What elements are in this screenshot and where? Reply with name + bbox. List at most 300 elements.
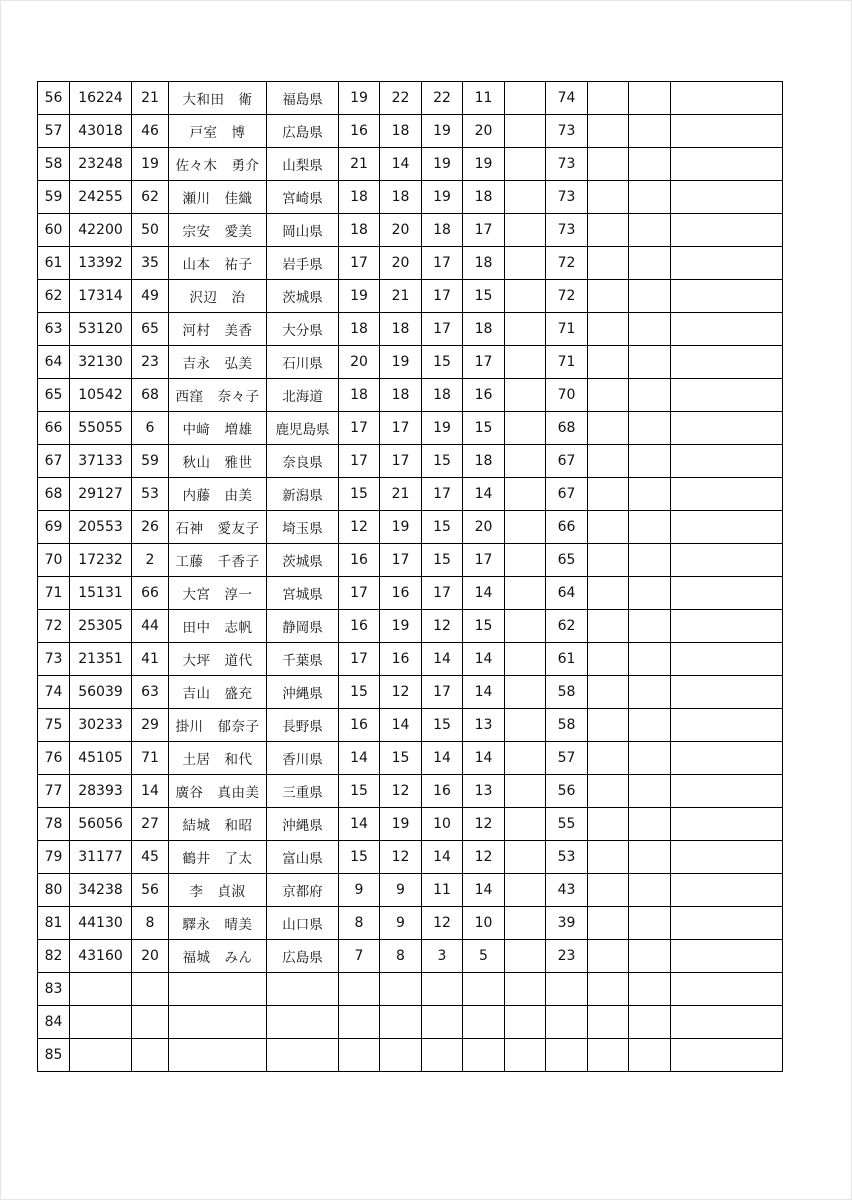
score-1-cell: 14 bbox=[339, 808, 380, 841]
score-5-cell bbox=[505, 808, 546, 841]
rank-cell: 71 bbox=[38, 577, 70, 610]
blank-cell bbox=[588, 214, 629, 247]
rank-cell: 75 bbox=[38, 709, 70, 742]
blank-cell bbox=[588, 643, 629, 676]
score-3-cell: 17 bbox=[422, 247, 463, 280]
prefecture-cell: 埼玉県 bbox=[267, 511, 339, 544]
score-4-cell: 20 bbox=[463, 511, 505, 544]
rank-cell: 61 bbox=[38, 247, 70, 280]
results-table bbox=[37, 81, 783, 1072]
score-4-cell: 14 bbox=[463, 643, 505, 676]
score-1-cell: 9 bbox=[339, 874, 380, 907]
prefecture-cell bbox=[267, 1039, 339, 1072]
blank-cell bbox=[671, 379, 783, 412]
score-1-cell: 20 bbox=[339, 346, 380, 379]
total-cell: 64 bbox=[546, 577, 588, 610]
score-2-cell: 19 bbox=[380, 346, 422, 379]
name-cell bbox=[169, 973, 267, 1006]
blank-cell bbox=[588, 808, 629, 841]
entry-id-cell: 45105 bbox=[70, 742, 132, 775]
blank-cell bbox=[671, 280, 783, 313]
score-2-cell: 20 bbox=[380, 214, 422, 247]
blank-cell bbox=[671, 577, 783, 610]
score-5-cell bbox=[505, 577, 546, 610]
blank-cell bbox=[629, 412, 671, 445]
score-2-cell: 14 bbox=[380, 148, 422, 181]
number-cell: 27 bbox=[132, 808, 169, 841]
entry-id-cell: 15131 bbox=[70, 577, 132, 610]
blank-cell bbox=[671, 808, 783, 841]
blank-cell bbox=[588, 742, 629, 775]
blank-cell bbox=[671, 214, 783, 247]
rank-cell: 62 bbox=[38, 280, 70, 313]
number-cell: 26 bbox=[132, 511, 169, 544]
prefecture-cell: 茨城県 bbox=[267, 544, 339, 577]
table-row bbox=[38, 808, 783, 841]
name-cell: 田中 志帆 bbox=[169, 610, 267, 643]
blank-cell bbox=[588, 709, 629, 742]
score-3-cell bbox=[422, 1039, 463, 1072]
blank-cell bbox=[629, 115, 671, 148]
number-cell: 8 bbox=[132, 907, 169, 940]
blank-cell bbox=[588, 478, 629, 511]
number-cell: 68 bbox=[132, 379, 169, 412]
score-3-cell bbox=[422, 1006, 463, 1039]
blank-cell bbox=[588, 82, 629, 115]
rank-cell: 76 bbox=[38, 742, 70, 775]
number-cell: 35 bbox=[132, 247, 169, 280]
score-4-cell: 15 bbox=[463, 412, 505, 445]
name-cell: 内藤 由美 bbox=[169, 478, 267, 511]
score-4-cell: 13 bbox=[463, 709, 505, 742]
name-cell: 中﨑 増雄 bbox=[169, 412, 267, 445]
blank-cell bbox=[629, 775, 671, 808]
score-3-cell: 17 bbox=[422, 676, 463, 709]
score-2-cell: 15 bbox=[380, 742, 422, 775]
number-cell: 49 bbox=[132, 280, 169, 313]
score-5-cell bbox=[505, 709, 546, 742]
rank-cell: 63 bbox=[38, 313, 70, 346]
table-row bbox=[38, 907, 783, 940]
score-1-cell: 15 bbox=[339, 775, 380, 808]
total-cell: 43 bbox=[546, 874, 588, 907]
score-5-cell bbox=[505, 280, 546, 313]
score-3-cell: 11 bbox=[422, 874, 463, 907]
blank-cell bbox=[588, 610, 629, 643]
table-row bbox=[38, 1039, 783, 1072]
score-3-cell: 15 bbox=[422, 544, 463, 577]
score-4-cell: 12 bbox=[463, 808, 505, 841]
blank-cell bbox=[671, 544, 783, 577]
blank-cell bbox=[588, 1039, 629, 1072]
score-1-cell: 17 bbox=[339, 445, 380, 478]
name-cell: 石神 愛友子 bbox=[169, 511, 267, 544]
name-cell: 河村 美香 bbox=[169, 313, 267, 346]
score-1-cell: 18 bbox=[339, 214, 380, 247]
entry-id-cell bbox=[70, 1039, 132, 1072]
blank-cell bbox=[588, 379, 629, 412]
score-3-cell: 12 bbox=[422, 907, 463, 940]
score-5-cell bbox=[505, 544, 546, 577]
number-cell: 14 bbox=[132, 775, 169, 808]
entry-id-cell: 29127 bbox=[70, 478, 132, 511]
rank-cell: 65 bbox=[38, 379, 70, 412]
score-1-cell: 15 bbox=[339, 841, 380, 874]
score-2-cell: 12 bbox=[380, 676, 422, 709]
total-cell: 62 bbox=[546, 610, 588, 643]
score-1-cell: 17 bbox=[339, 577, 380, 610]
prefecture-cell: 千葉県 bbox=[267, 643, 339, 676]
entry-id-cell: 24255 bbox=[70, 181, 132, 214]
total-cell: 67 bbox=[546, 478, 588, 511]
score-4-cell: 18 bbox=[463, 313, 505, 346]
blank-cell bbox=[671, 907, 783, 940]
name-cell: 西窪 奈々子 bbox=[169, 379, 267, 412]
blank-cell bbox=[671, 643, 783, 676]
score-3-cell bbox=[422, 973, 463, 1006]
entry-id-cell bbox=[70, 1006, 132, 1039]
number-cell: 2 bbox=[132, 544, 169, 577]
table-row bbox=[38, 709, 783, 742]
score-1-cell: 19 bbox=[339, 82, 380, 115]
total-cell: 39 bbox=[546, 907, 588, 940]
blank-cell bbox=[671, 181, 783, 214]
prefecture-cell: 宮城県 bbox=[267, 577, 339, 610]
blank-cell bbox=[629, 940, 671, 973]
score-2-cell: 17 bbox=[380, 445, 422, 478]
table-row bbox=[38, 676, 783, 709]
score-3-cell: 17 bbox=[422, 313, 463, 346]
score-4-cell: 11 bbox=[463, 82, 505, 115]
blank-cell bbox=[671, 346, 783, 379]
blank-cell bbox=[588, 412, 629, 445]
score-2-cell: 18 bbox=[380, 313, 422, 346]
total-cell: 66 bbox=[546, 511, 588, 544]
score-5-cell bbox=[505, 247, 546, 280]
blank-cell bbox=[588, 1006, 629, 1039]
table-row bbox=[38, 379, 783, 412]
entry-id-cell: 31177 bbox=[70, 841, 132, 874]
score-5-cell bbox=[505, 412, 546, 445]
blank-cell bbox=[671, 115, 783, 148]
blank-cell bbox=[671, 940, 783, 973]
blank-cell bbox=[671, 313, 783, 346]
entry-id-cell: 21351 bbox=[70, 643, 132, 676]
table-row bbox=[38, 841, 783, 874]
total-cell: 70 bbox=[546, 379, 588, 412]
blank-cell bbox=[671, 874, 783, 907]
name-cell: 掛川 郁奈子 bbox=[169, 709, 267, 742]
prefecture-cell: 茨城県 bbox=[267, 280, 339, 313]
score-1-cell: 17 bbox=[339, 643, 380, 676]
entry-id-cell: 43160 bbox=[70, 940, 132, 973]
number-cell: 23 bbox=[132, 346, 169, 379]
blank-cell bbox=[588, 511, 629, 544]
number-cell: 20 bbox=[132, 940, 169, 973]
rank-cell: 81 bbox=[38, 907, 70, 940]
total-cell: 57 bbox=[546, 742, 588, 775]
score-3-cell: 19 bbox=[422, 181, 463, 214]
rank-cell: 85 bbox=[38, 1039, 70, 1072]
score-5-cell bbox=[505, 940, 546, 973]
score-2-cell: 16 bbox=[380, 643, 422, 676]
entry-id-cell: 42200 bbox=[70, 214, 132, 247]
prefecture-cell: 新潟県 bbox=[267, 478, 339, 511]
table-body bbox=[38, 82, 783, 1072]
number-cell: 59 bbox=[132, 445, 169, 478]
prefecture-cell: 山梨県 bbox=[267, 148, 339, 181]
table-row bbox=[38, 742, 783, 775]
table-row bbox=[38, 1006, 783, 1039]
blank-cell bbox=[588, 280, 629, 313]
blank-cell bbox=[671, 709, 783, 742]
score-1-cell: 19 bbox=[339, 280, 380, 313]
score-3-cell: 19 bbox=[422, 115, 463, 148]
score-2-cell bbox=[380, 1006, 422, 1039]
total-cell: 68 bbox=[546, 412, 588, 445]
name-cell: 佐々木 勇介 bbox=[169, 148, 267, 181]
number-cell: 50 bbox=[132, 214, 169, 247]
table-row bbox=[38, 478, 783, 511]
score-2-cell: 20 bbox=[380, 247, 422, 280]
score-1-cell: 17 bbox=[339, 412, 380, 445]
score-1-cell: 8 bbox=[339, 907, 380, 940]
blank-cell bbox=[629, 247, 671, 280]
name-cell: 宗安 愛美 bbox=[169, 214, 267, 247]
total-cell: 53 bbox=[546, 841, 588, 874]
score-5-cell bbox=[505, 445, 546, 478]
blank-cell bbox=[588, 874, 629, 907]
number-cell: 62 bbox=[132, 181, 169, 214]
blank-cell bbox=[629, 577, 671, 610]
blank-cell bbox=[629, 148, 671, 181]
total-cell bbox=[546, 973, 588, 1006]
name-cell: 鶴井 了太 bbox=[169, 841, 267, 874]
score-5-cell bbox=[505, 115, 546, 148]
number-cell: 6 bbox=[132, 412, 169, 445]
score-5-cell bbox=[505, 313, 546, 346]
score-3-cell: 15 bbox=[422, 709, 463, 742]
score-4-cell: 5 bbox=[463, 940, 505, 973]
entry-id-cell: 43018 bbox=[70, 115, 132, 148]
blank-cell bbox=[671, 511, 783, 544]
score-4-cell: 14 bbox=[463, 742, 505, 775]
total-cell: 67 bbox=[546, 445, 588, 478]
name-cell: 驛永 晴美 bbox=[169, 907, 267, 940]
rank-cell: 64 bbox=[38, 346, 70, 379]
score-3-cell: 3 bbox=[422, 940, 463, 973]
rank-cell: 84 bbox=[38, 1006, 70, 1039]
name-cell: 大宮 淳一 bbox=[169, 577, 267, 610]
score-1-cell: 18 bbox=[339, 379, 380, 412]
score-4-cell: 18 bbox=[463, 181, 505, 214]
blank-cell bbox=[588, 148, 629, 181]
prefecture-cell: 広島県 bbox=[267, 115, 339, 148]
table-row bbox=[38, 775, 783, 808]
blank-cell bbox=[588, 973, 629, 1006]
total-cell: 61 bbox=[546, 643, 588, 676]
score-2-cell: 19 bbox=[380, 610, 422, 643]
blank-cell bbox=[629, 610, 671, 643]
table-row bbox=[38, 544, 783, 577]
name-cell: 吉永 弘美 bbox=[169, 346, 267, 379]
name-cell: 山本 祐子 bbox=[169, 247, 267, 280]
entry-id-cell: 25305 bbox=[70, 610, 132, 643]
blank-cell bbox=[629, 379, 671, 412]
entry-id-cell bbox=[70, 973, 132, 1006]
score-5-cell bbox=[505, 148, 546, 181]
score-1-cell: 15 bbox=[339, 676, 380, 709]
entry-id-cell: 32130 bbox=[70, 346, 132, 379]
score-5-cell bbox=[505, 1006, 546, 1039]
score-3-cell: 14 bbox=[422, 841, 463, 874]
score-5-cell bbox=[505, 742, 546, 775]
score-1-cell: 15 bbox=[339, 478, 380, 511]
total-cell: 73 bbox=[546, 214, 588, 247]
blank-cell bbox=[588, 544, 629, 577]
score-2-cell: 16 bbox=[380, 577, 422, 610]
number-cell bbox=[132, 1039, 169, 1072]
blank-cell bbox=[629, 544, 671, 577]
score-5-cell bbox=[505, 181, 546, 214]
prefecture-cell: 広島県 bbox=[267, 940, 339, 973]
table-row bbox=[38, 115, 783, 148]
total-cell: 73 bbox=[546, 148, 588, 181]
score-2-cell bbox=[380, 973, 422, 1006]
name-cell: 吉山 盛充 bbox=[169, 676, 267, 709]
rank-cell: 56 bbox=[38, 82, 70, 115]
blank-cell bbox=[629, 1006, 671, 1039]
number-cell bbox=[132, 1006, 169, 1039]
score-4-cell: 20 bbox=[463, 115, 505, 148]
score-2-cell: 19 bbox=[380, 511, 422, 544]
score-4-cell: 14 bbox=[463, 676, 505, 709]
blank-cell bbox=[588, 676, 629, 709]
number-cell: 63 bbox=[132, 676, 169, 709]
score-4-cell: 18 bbox=[463, 247, 505, 280]
score-3-cell: 18 bbox=[422, 214, 463, 247]
total-cell: 58 bbox=[546, 709, 588, 742]
score-5-cell bbox=[505, 214, 546, 247]
score-3-cell: 17 bbox=[422, 280, 463, 313]
score-3-cell: 10 bbox=[422, 808, 463, 841]
table-row bbox=[38, 247, 783, 280]
number-cell: 46 bbox=[132, 115, 169, 148]
table-row bbox=[38, 280, 783, 313]
entry-id-cell: 17232 bbox=[70, 544, 132, 577]
name-cell: 工藤 千香子 bbox=[169, 544, 267, 577]
score-3-cell: 15 bbox=[422, 346, 463, 379]
blank-cell bbox=[588, 577, 629, 610]
prefecture-cell: 静岡県 bbox=[267, 610, 339, 643]
total-cell bbox=[546, 1039, 588, 1072]
score-3-cell: 12 bbox=[422, 610, 463, 643]
rank-cell: 69 bbox=[38, 511, 70, 544]
total-cell: 58 bbox=[546, 676, 588, 709]
score-4-cell: 18 bbox=[463, 445, 505, 478]
prefecture-cell: 沖縄県 bbox=[267, 676, 339, 709]
rank-cell: 79 bbox=[38, 841, 70, 874]
entry-id-cell: 28393 bbox=[70, 775, 132, 808]
table-row bbox=[38, 610, 783, 643]
score-1-cell: 21 bbox=[339, 148, 380, 181]
blank-cell bbox=[629, 511, 671, 544]
name-cell bbox=[169, 1006, 267, 1039]
prefecture-cell: 石川県 bbox=[267, 346, 339, 379]
total-cell: 71 bbox=[546, 313, 588, 346]
entry-id-cell: 16224 bbox=[70, 82, 132, 115]
score-4-cell: 14 bbox=[463, 874, 505, 907]
number-cell: 19 bbox=[132, 148, 169, 181]
number-cell: 44 bbox=[132, 610, 169, 643]
prefecture-cell: 鹿児島県 bbox=[267, 412, 339, 445]
score-4-cell bbox=[463, 1006, 505, 1039]
score-4-cell: 17 bbox=[463, 346, 505, 379]
blank-cell bbox=[629, 82, 671, 115]
table-row bbox=[38, 313, 783, 346]
name-cell: 沢辺 治 bbox=[169, 280, 267, 313]
score-3-cell: 17 bbox=[422, 478, 463, 511]
score-4-cell: 12 bbox=[463, 841, 505, 874]
score-3-cell: 22 bbox=[422, 82, 463, 115]
blank-cell bbox=[629, 808, 671, 841]
prefecture-cell: 香川県 bbox=[267, 742, 339, 775]
name-cell: 福城 みん bbox=[169, 940, 267, 973]
prefecture-cell: 岡山県 bbox=[267, 214, 339, 247]
score-4-cell: 16 bbox=[463, 379, 505, 412]
number-cell: 71 bbox=[132, 742, 169, 775]
score-1-cell: 16 bbox=[339, 115, 380, 148]
rank-cell: 82 bbox=[38, 940, 70, 973]
score-4-cell: 15 bbox=[463, 610, 505, 643]
score-4-cell: 19 bbox=[463, 148, 505, 181]
score-4-cell: 17 bbox=[463, 214, 505, 247]
score-4-cell: 17 bbox=[463, 544, 505, 577]
entry-id-cell: 55055 bbox=[70, 412, 132, 445]
rank-cell: 78 bbox=[38, 808, 70, 841]
table-row bbox=[38, 940, 783, 973]
blank-cell bbox=[671, 775, 783, 808]
score-5-cell bbox=[505, 511, 546, 544]
blank-cell bbox=[588, 841, 629, 874]
blank-cell bbox=[629, 742, 671, 775]
score-2-cell: 17 bbox=[380, 412, 422, 445]
blank-cell bbox=[588, 775, 629, 808]
blank-cell bbox=[671, 247, 783, 280]
name-cell: 結城 和昭 bbox=[169, 808, 267, 841]
number-cell: 66 bbox=[132, 577, 169, 610]
prefecture-cell: 宮崎県 bbox=[267, 181, 339, 214]
score-2-cell: 17 bbox=[380, 544, 422, 577]
score-3-cell: 15 bbox=[422, 511, 463, 544]
total-cell: 72 bbox=[546, 280, 588, 313]
number-cell: 45 bbox=[132, 841, 169, 874]
score-1-cell: 16 bbox=[339, 709, 380, 742]
score-3-cell: 19 bbox=[422, 412, 463, 445]
blank-cell bbox=[671, 478, 783, 511]
prefecture-cell: 奈良県 bbox=[267, 445, 339, 478]
score-5-cell bbox=[505, 841, 546, 874]
table-row bbox=[38, 643, 783, 676]
blank-cell bbox=[629, 181, 671, 214]
total-cell: 56 bbox=[546, 775, 588, 808]
entry-id-cell: 53120 bbox=[70, 313, 132, 346]
score-1-cell bbox=[339, 973, 380, 1006]
number-cell: 41 bbox=[132, 643, 169, 676]
blank-cell bbox=[588, 940, 629, 973]
score-5-cell bbox=[505, 874, 546, 907]
score-1-cell: 16 bbox=[339, 544, 380, 577]
